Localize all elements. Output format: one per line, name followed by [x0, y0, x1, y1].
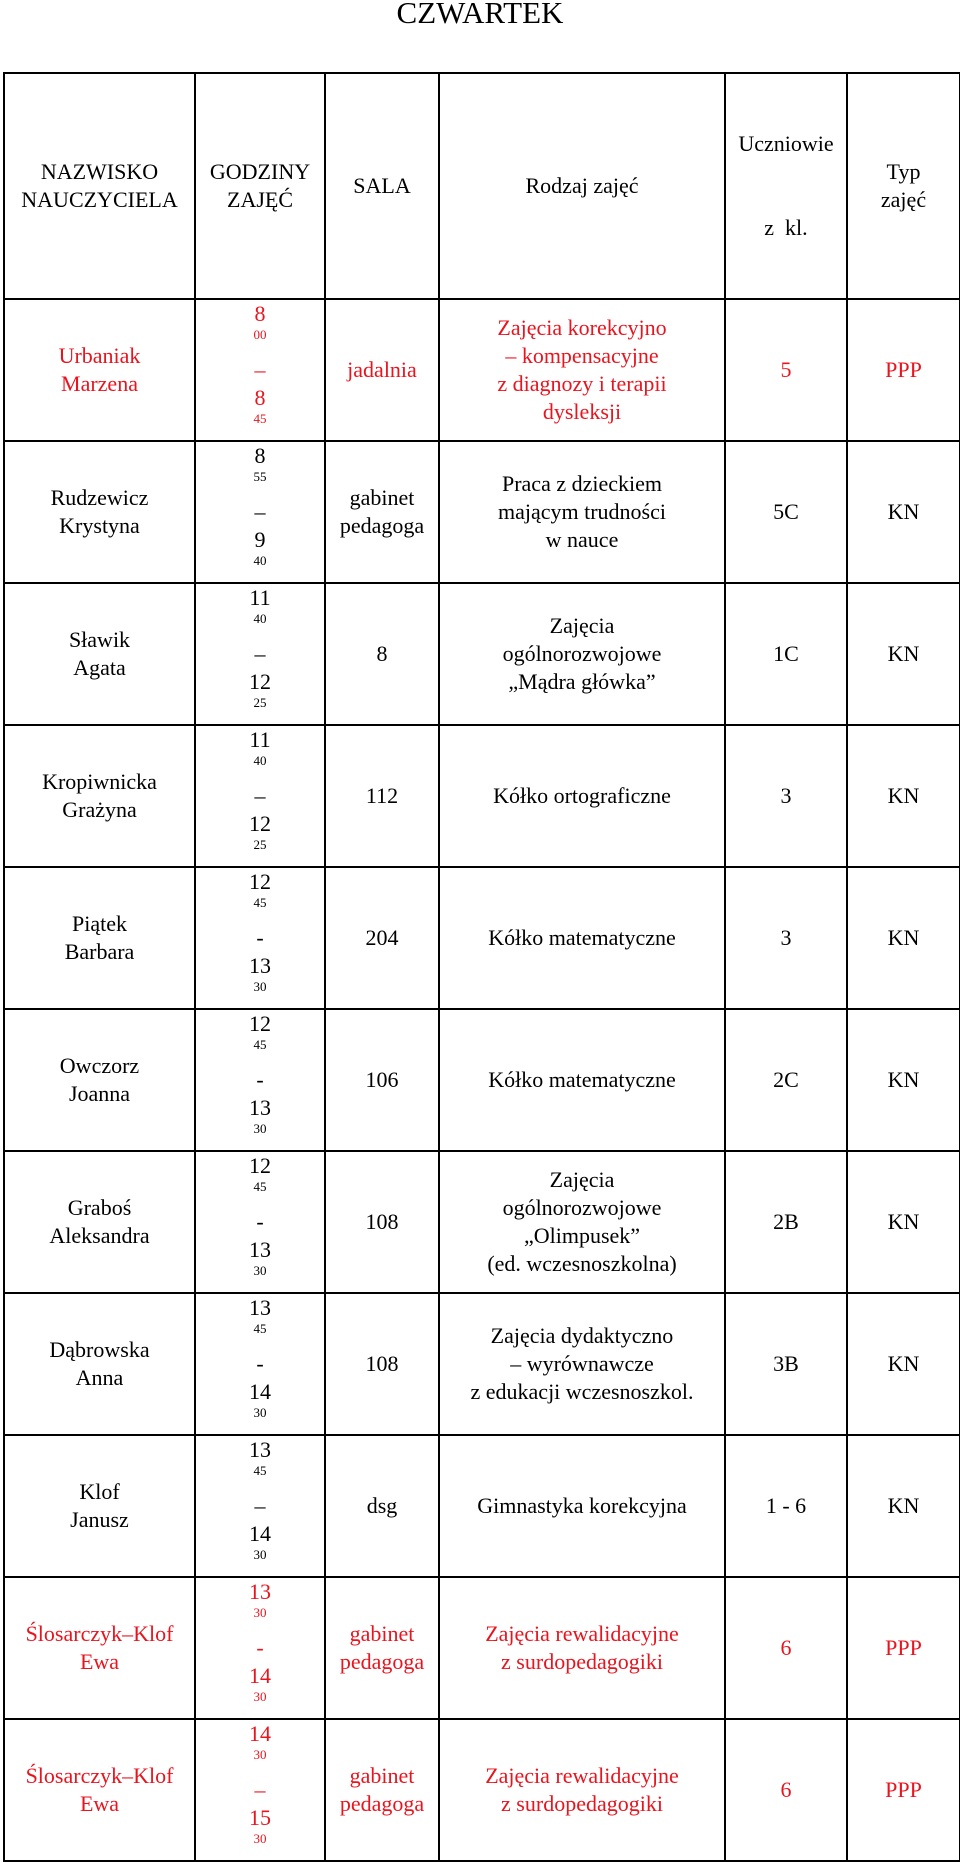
start-minutes: 40 — [253, 610, 267, 626]
activity-type: KN — [887, 1209, 920, 1234]
time-range — [198, 1294, 322, 1434]
time-separator: – — [249, 1493, 271, 1518]
time-separator: - — [250, 1067, 270, 1092]
hours-cell — [195, 583, 325, 725]
room-line: gabinet — [349, 1763, 415, 1788]
table-row — [4, 441, 960, 583]
end-minutes: 45 — [253, 410, 267, 426]
time-range — [198, 1152, 322, 1292]
header-activity: Rodzaj zajęć — [439, 73, 725, 299]
end-hour: 15 — [249, 1805, 271, 1830]
end-minutes: 30 — [253, 1120, 267, 1136]
activity-line: mającym trudności — [497, 499, 666, 524]
students-cell — [725, 1577, 847, 1719]
teacher-name-line: Ewa — [79, 1791, 120, 1816]
room-line: gabinet — [349, 1621, 415, 1646]
teacher-name-line: Ślosarczyk–Klof — [25, 1763, 174, 1788]
teacher-name-line: Aleksandra — [49, 1223, 150, 1248]
table-row — [4, 1719, 960, 1861]
start-minutes: 45 — [253, 1036, 267, 1052]
room-cell — [325, 441, 439, 583]
activity-line: Zajęcia rewalidacyjne — [485, 1763, 679, 1788]
students-class: 5 — [780, 357, 792, 382]
teacher-name-line: Sławik — [68, 627, 131, 652]
teacher-name-line: Janusz — [70, 1507, 129, 1532]
students-cell — [725, 1719, 847, 1861]
activity-line: Kółko matematyczne — [488, 925, 676, 950]
room-line: gabinet — [349, 485, 415, 510]
teacher-name-line: Graboś — [67, 1195, 132, 1220]
table-row — [4, 583, 960, 725]
start-hour: 8 — [254, 301, 266, 326]
teacher-cell — [4, 1435, 195, 1577]
hours-cell — [195, 299, 325, 441]
activity-cell — [439, 867, 725, 1009]
activity-line: z surdopedagogiki — [501, 1791, 663, 1816]
students-cell — [725, 1435, 847, 1577]
room-line: 108 — [365, 1209, 399, 1234]
type-cell — [847, 1719, 960, 1861]
teacher-name-line: Klof — [79, 1479, 120, 1504]
start-minutes: 30 — [253, 1746, 267, 1762]
teacher-name-line: Marzena — [61, 371, 138, 396]
end-minutes: 30 — [253, 1262, 267, 1278]
type-cell — [847, 583, 960, 725]
time-separator: – — [249, 357, 271, 382]
activity-line: z diagnozy i terapii — [497, 371, 667, 396]
table-row — [4, 1435, 960, 1577]
activity-line: z surdopedagogiki — [501, 1649, 663, 1674]
activity-cell — [439, 1435, 725, 1577]
end-hour: 12 — [249, 669, 271, 694]
teacher-name-line: Grażyna — [62, 797, 137, 822]
time-range — [198, 868, 322, 1008]
end-minutes: 30 — [253, 1830, 267, 1846]
start-minutes: 45 — [253, 1320, 267, 1336]
activity-line: Zajęcia — [549, 1167, 615, 1192]
start-minutes: 55 — [253, 468, 267, 484]
table-row — [4, 867, 960, 1009]
room-line: 204 — [365, 925, 399, 950]
activity-line: w nauce — [545, 527, 619, 552]
start-minutes: 30 — [253, 1604, 267, 1620]
hours-cell — [195, 1151, 325, 1293]
schedule-table — [3, 72, 960, 1862]
students-class: 2B — [773, 1209, 799, 1234]
room-line: pedagoga — [339, 513, 425, 538]
activity-type: KN — [887, 1351, 920, 1376]
teacher-name-line: Krystyna — [59, 513, 140, 538]
activity-line: – kompensacyjne — [505, 343, 659, 368]
hours-cell — [195, 441, 325, 583]
table-row — [4, 1009, 960, 1151]
teacher-cell — [4, 1577, 195, 1719]
time-separator: – — [249, 499, 271, 524]
teacher-cell — [4, 299, 195, 441]
students-class: 6 — [780, 1777, 792, 1802]
activity-line: Zajęcia korekcyjno — [497, 315, 667, 340]
activity-type: KN — [887, 499, 920, 524]
activity-line: (ed. wczesnoszkolna) — [487, 1251, 677, 1276]
time-range — [198, 300, 322, 440]
start-minutes: 40 — [253, 752, 267, 768]
teacher-name-line: Urbaniak — [58, 343, 141, 368]
time-separator: – — [249, 1777, 271, 1802]
teacher-cell — [4, 441, 195, 583]
teacher-cell — [4, 1151, 195, 1293]
end-hour: 14 — [249, 1521, 271, 1546]
hours-cell — [195, 867, 325, 1009]
activity-cell — [439, 1719, 725, 1861]
activity-line: „Olimpusek” — [523, 1223, 641, 1248]
time-separator: - — [250, 1351, 270, 1376]
activity-cell — [439, 725, 725, 867]
start-hour: 14 — [249, 1721, 271, 1746]
activity-type: KN — [887, 783, 920, 808]
students-class: 2C — [773, 1067, 799, 1092]
start-hour: 12 — [249, 1011, 271, 1036]
header-hours: GODZINY ZAJĘĆ — [195, 73, 325, 299]
end-hour: 8 — [254, 385, 266, 410]
room-cell — [325, 1009, 439, 1151]
teacher-name-line: Agata — [73, 655, 126, 680]
end-minutes: 40 — [253, 552, 267, 568]
time-range — [198, 1720, 322, 1860]
students-cell — [725, 583, 847, 725]
room-line: 106 — [365, 1067, 399, 1092]
activity-cell — [439, 441, 725, 583]
type-cell — [847, 725, 960, 867]
activity-line: Zajęcia rewalidacyjne — [485, 1621, 679, 1646]
room-cell — [325, 867, 439, 1009]
type-cell — [847, 1151, 960, 1293]
activity-line: Praca z dzieckiem — [501, 471, 662, 496]
activity-cell — [439, 1577, 725, 1719]
activity-line: z edukacji wczesnoszkol. — [470, 1379, 694, 1404]
activity-type: KN — [887, 641, 920, 666]
room-line: pedagoga — [339, 1649, 425, 1674]
type-cell — [847, 441, 960, 583]
end-hour: 14 — [249, 1663, 271, 1688]
activity-type: KN — [887, 925, 920, 950]
activity-line: ogólnorozwojowe — [502, 641, 662, 666]
time-range — [198, 1010, 322, 1150]
header-room: SALA — [325, 73, 439, 299]
start-hour: 12 — [249, 869, 271, 894]
activity-line: „Mądra główka” — [508, 669, 656, 694]
end-hour: 13 — [249, 953, 271, 978]
end-hour: 12 — [249, 811, 271, 836]
end-minutes: 30 — [253, 1404, 267, 1420]
students-class: 6 — [780, 1635, 792, 1660]
room-line: pedagoga — [339, 1791, 425, 1816]
end-hour: 9 — [254, 527, 266, 552]
activity-cell — [439, 1151, 725, 1293]
start-hour: 13 — [249, 1295, 271, 1320]
activity-cell — [439, 299, 725, 441]
type-cell — [847, 1009, 960, 1151]
start-hour: 11 — [249, 727, 271, 752]
teacher-cell — [4, 725, 195, 867]
table-row — [4, 725, 960, 867]
students-class: 3 — [780, 783, 792, 808]
hours-cell — [195, 1435, 325, 1577]
time-separator: – — [249, 783, 271, 808]
end-minutes: 25 — [253, 836, 267, 852]
activity-line: Zajęcia dydaktyczno — [490, 1323, 674, 1348]
teacher-name-line: Piątek — [72, 911, 127, 936]
start-minutes: 45 — [253, 894, 267, 910]
time-range — [198, 442, 322, 582]
students-cell — [725, 441, 847, 583]
start-hour: 12 — [249, 1153, 271, 1178]
start-minutes: 45 — [253, 1462, 267, 1478]
room-cell — [325, 299, 439, 441]
hours-cell — [195, 1009, 325, 1151]
activity-line: Gimnastyka korekcyjna — [477, 1493, 687, 1518]
table-row — [4, 1577, 960, 1719]
teacher-name-line: Joanna — [68, 1081, 131, 1106]
students-cell — [725, 1151, 847, 1293]
room-cell — [325, 1577, 439, 1719]
room-cell — [325, 725, 439, 867]
type-cell — [847, 1577, 960, 1719]
students-cell — [725, 725, 847, 867]
header-teacher: NAZWISKO NAUCZYCIELA — [4, 73, 195, 299]
students-class: 5C — [773, 499, 799, 524]
teacher-name-line: Dąbrowska — [49, 1337, 150, 1362]
hours-cell — [195, 1719, 325, 1861]
time-range — [198, 1578, 322, 1718]
end-minutes: 30 — [253, 1688, 267, 1704]
students-class: 3 — [780, 925, 792, 950]
time-separator: - — [250, 1209, 270, 1234]
end-minutes: 30 — [253, 1546, 267, 1562]
start-hour: 13 — [249, 1437, 271, 1462]
hours-cell — [195, 725, 325, 867]
schedule-body — [4, 73, 960, 1861]
activity-cell — [439, 583, 725, 725]
table-row — [4, 299, 960, 441]
end-hour: 14 — [249, 1379, 271, 1404]
students-cell — [725, 299, 847, 441]
page-title: CZWARTEK — [396, 0, 564, 30]
students-class: 3B — [773, 1351, 799, 1376]
table-row — [4, 1151, 960, 1293]
end-hour: 13 — [249, 1237, 271, 1262]
start-minutes: 00 — [253, 326, 267, 342]
room-cell — [325, 583, 439, 725]
activity-line: Zajęcia — [549, 613, 615, 638]
time-range — [198, 584, 322, 724]
teacher-cell — [4, 1719, 195, 1861]
activity-type: KN — [887, 1067, 920, 1092]
type-cell — [847, 867, 960, 1009]
start-minutes: 45 — [253, 1178, 267, 1194]
teacher-name-line: Barbara — [64, 939, 135, 964]
activity-type: KN — [887, 1493, 920, 1518]
students-cell — [725, 1009, 847, 1151]
header-row — [4, 73, 960, 299]
activity-type: PPP — [885, 357, 922, 382]
time-range — [198, 1436, 322, 1576]
type-cell — [847, 299, 960, 441]
room-cell — [325, 1719, 439, 1861]
activity-cell — [439, 1009, 725, 1151]
room-cell — [325, 1435, 439, 1577]
time-separator: - — [250, 1635, 270, 1660]
teacher-cell — [4, 867, 195, 1009]
teacher-name-line: Anna — [75, 1365, 124, 1390]
start-hour: 13 — [249, 1579, 271, 1604]
teacher-name-line: Rudzewicz — [50, 485, 149, 510]
teacher-name-line: Kropiwnicka — [42, 769, 157, 794]
room-line: dsg — [366, 1493, 398, 1518]
time-separator: - — [250, 925, 270, 950]
teacher-name-line: Ewa — [79, 1649, 120, 1674]
activity-line: ogólnorozwojowe — [502, 1195, 662, 1220]
type-cell — [847, 1435, 960, 1577]
room-cell — [325, 1151, 439, 1293]
activity-line: Kółko ortograficzne — [493, 783, 671, 808]
teacher-name-line: Ślosarczyk–Klof — [25, 1621, 174, 1646]
end-hour: 13 — [249, 1095, 271, 1120]
hours-cell — [195, 1577, 325, 1719]
activity-type: PPP — [885, 1777, 922, 1802]
activity-line: Kółko matematyczne — [488, 1067, 676, 1092]
end-minutes: 25 — [253, 694, 267, 710]
students-class: 1 - 6 — [765, 1493, 807, 1518]
room-line: 112 — [365, 783, 399, 808]
activity-line: – wyrównawcze — [510, 1351, 654, 1376]
end-minutes: 30 — [253, 978, 267, 994]
room-line: jadalnia — [347, 357, 417, 382]
start-hour: 8 — [254, 443, 266, 468]
teacher-name-line: Owczorz — [59, 1053, 140, 1078]
teacher-cell — [4, 583, 195, 725]
activity-line: dysleksji — [542, 399, 622, 424]
time-range — [198, 726, 322, 866]
room-line: 108 — [365, 1351, 399, 1376]
start-hour: 11 — [249, 585, 271, 610]
students-class: 1C — [773, 641, 799, 666]
time-separator: – — [249, 641, 271, 666]
students-cell — [725, 867, 847, 1009]
header-type: Typ zajęć — [847, 73, 960, 299]
teacher-cell — [4, 1009, 195, 1151]
activity-type: PPP — [885, 1635, 922, 1660]
header-students: Uczniowie z kl. — [725, 73, 847, 299]
room-line: 8 — [376, 641, 388, 666]
